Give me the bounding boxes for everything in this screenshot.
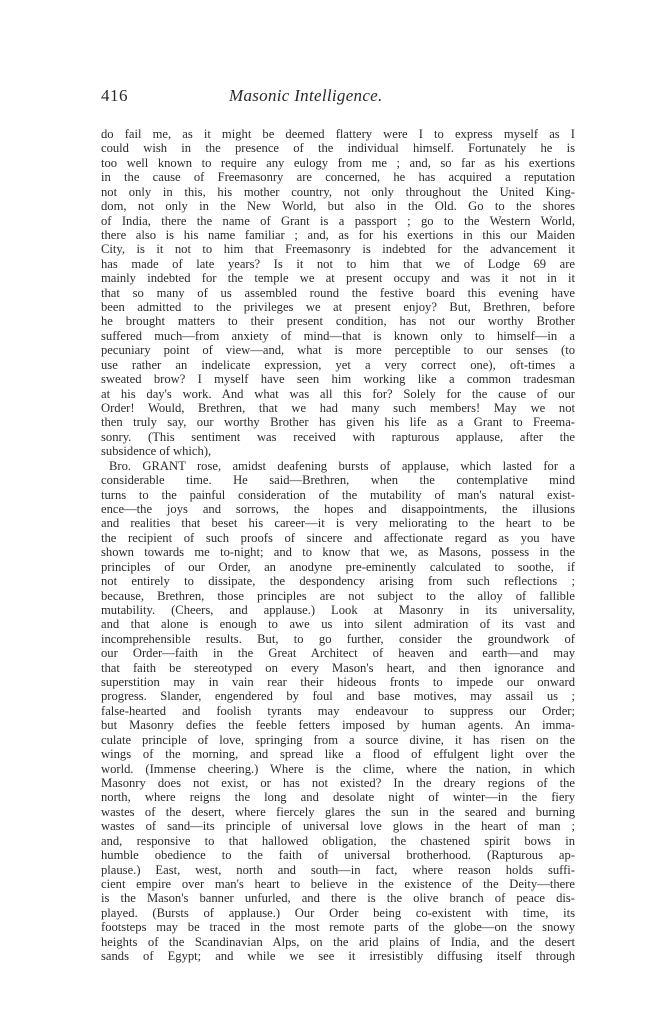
text-line: heights of the Scandinavian Alps, on the arid plains of India, and the desert	[101, 934, 575, 949]
text-line: mutability. (Cheers, and applause.) Look at Masonry in its universality,	[101, 602, 575, 617]
text-line: because, Brethren, those principles are not subject to the alloy of fallible	[101, 588, 575, 603]
text-line: incomprehensible results. But, to go further, consider the groundwork of	[101, 631, 575, 646]
text-line: and realities that beset his career—it is very meliorating to the heart to be	[101, 516, 575, 531]
text-line: has made of late years? Is it not to him that we of Lodge 69 are	[101, 256, 575, 271]
page	[101, 86, 575, 963]
text-line: and that alone is enough to awe us into silent admiration of its vast and	[101, 617, 575, 632]
text-line: dom, not only in the New World, but also in the Old. Go to the shores	[101, 199, 575, 214]
text-line: wings of the morning, and spread like a flood of effulgent light over the	[101, 747, 575, 762]
text-line: humble obedience to the faith of universal brotherhood. (Rapturous ap-	[101, 848, 575, 863]
text-line: could wish in the presence of the individual himself. Fortunately he is	[101, 141, 575, 156]
text-line: sweated brow? I myself have seen him working like a common tradesman	[101, 372, 575, 387]
text-line: Bro. GRANT rose, amidst deafening bursts of applause, which lasted for a	[109, 458, 575, 473]
text-line: footsteps may be traced in the most remote parts of the globe—on the snowy	[101, 920, 575, 935]
text-line: turns to the painful consideration of the mutability of man's natural exist-	[101, 487, 575, 502]
text-line: our Order—faith in the Great Architect of heaven and earth—and may	[101, 646, 575, 661]
text-line: pecuniary point of view—and, what is more perceptible to our senses (to	[101, 343, 575, 358]
text-line: wastes of the desert, where fiercely glares the sun in the seared and burning	[101, 804, 575, 819]
text-line: that so many of us assembled round the festive board this evening have	[101, 285, 575, 300]
text-line: at his day's work. And what was all this for? Solely for the cause of our	[101, 386, 575, 401]
text-line: sands of Egypt; and while we see it irresistibly diffusing itself through	[101, 949, 575, 964]
text-line: been admitted to the privileges we at present enjoy? But, Brethren, before	[101, 300, 575, 315]
text-line: world. (Immense cheering.) Where is the clime, where the nation, in which	[101, 761, 575, 776]
text-line: use rather an indelicate expression, yet a very correct one), oft-times a	[101, 357, 575, 372]
text-line: and, responsive to that hallowed obligation, the chastened spirit bows in	[101, 833, 575, 848]
text-line: cient empire over man's heart to believe in the existence of the Deity—there	[101, 876, 575, 891]
text-line: Masonry does not exist, or has not existed? In the dreary regions of the	[101, 775, 575, 790]
page-number: 416	[101, 86, 128, 105]
text-line: is the Mason's banner unfurled, and there is the olive branch of peace dis-	[101, 891, 575, 906]
text-line: mainly indebted for the temple we at present occupy and was it not in it	[101, 271, 575, 286]
text-line: progress. Slander, engendered by foul and base motives, may assail us ;	[101, 689, 575, 704]
body-text	[101, 127, 575, 963]
text-line: do fail me, as it might be deemed flattery were I to express myself as I	[101, 127, 575, 141]
text-line: not only in this, his mother country, not only throughout the United King-	[101, 184, 575, 199]
text-line: that faith be stereotyped on every Mason's heart, and then ignorance and	[101, 660, 575, 675]
text-line: in the cause of Freemasonry are concerned, he has acquired a reputation	[101, 170, 575, 185]
text-line: wastes of sand—its principle of universal love glows in the heart of man ;	[101, 819, 575, 834]
text-line: ence—the joys and sorrows, the hopes and disappointments, the illusions	[101, 501, 575, 516]
text-line: suffered much—from anxiety of mind—that is known only to himself—in a	[101, 328, 575, 343]
text-line: of India, there the name of Grant is a passport ; go to the Western World,	[101, 213, 575, 228]
text-line: sonry. (This sentiment was received with rapturous applause, after the	[101, 429, 575, 444]
text-line: superstition may in vain rear their hideous fronts to impede our onward	[101, 675, 575, 690]
text-line: the recipient of such proofs of sincere and affectionate regard as you have	[101, 530, 575, 545]
text-line: false-hearted and foolish tyrants may endeavour to suppress our Order;	[101, 703, 575, 718]
text-line: Order! Would, Brethren, that we had many such members! May we not	[101, 401, 575, 416]
text-line: too well known to require any eulogy from me ; and, so far as his exertions	[101, 155, 575, 170]
text-line: there also is his name familiar ; and, as for his exertions in this our Maiden	[101, 227, 575, 242]
text-line: then truly say, our worthy Brother has given his life as a Grant to Freema-	[101, 415, 575, 430]
text-line: not entirely to dissipate, the despondency arising from such reflections ;	[101, 574, 575, 589]
text-line: culate principle of love, springing from a source divine, it has risen on the	[101, 732, 575, 747]
text-line: played. (Bursts of applause.) Our Order being co-existent with time, its	[101, 905, 575, 920]
page-header	[101, 86, 575, 116]
text-line: shown towards me to-night; and to know that we, as Masons, possess in the	[101, 545, 575, 560]
text-line: but Masonry defies the feeble fetters imposed by human agents. An imma-	[101, 718, 575, 733]
running-title: Masonic Intelligence.	[229, 86, 383, 105]
text-line: considerable time. He said—Brethren, when the contemplative mind	[101, 473, 575, 488]
text-line: plause.) East, west, north and south—in fact, where reason holds suffi-	[101, 862, 575, 877]
text-line: principles of our Order, an anodyne pre-eminently calculated to soothe, if	[101, 559, 575, 574]
text-line: north, where reigns the long and desolate night of winter—in the fiery	[101, 790, 575, 805]
text-line: City, is it not to him that Freemasonry is indebted for the advancement it	[101, 242, 575, 257]
text-line: subsidence of which),	[101, 444, 212, 459]
text-line: he brought matters to their present condition, has not our worthy Brother	[101, 314, 575, 329]
